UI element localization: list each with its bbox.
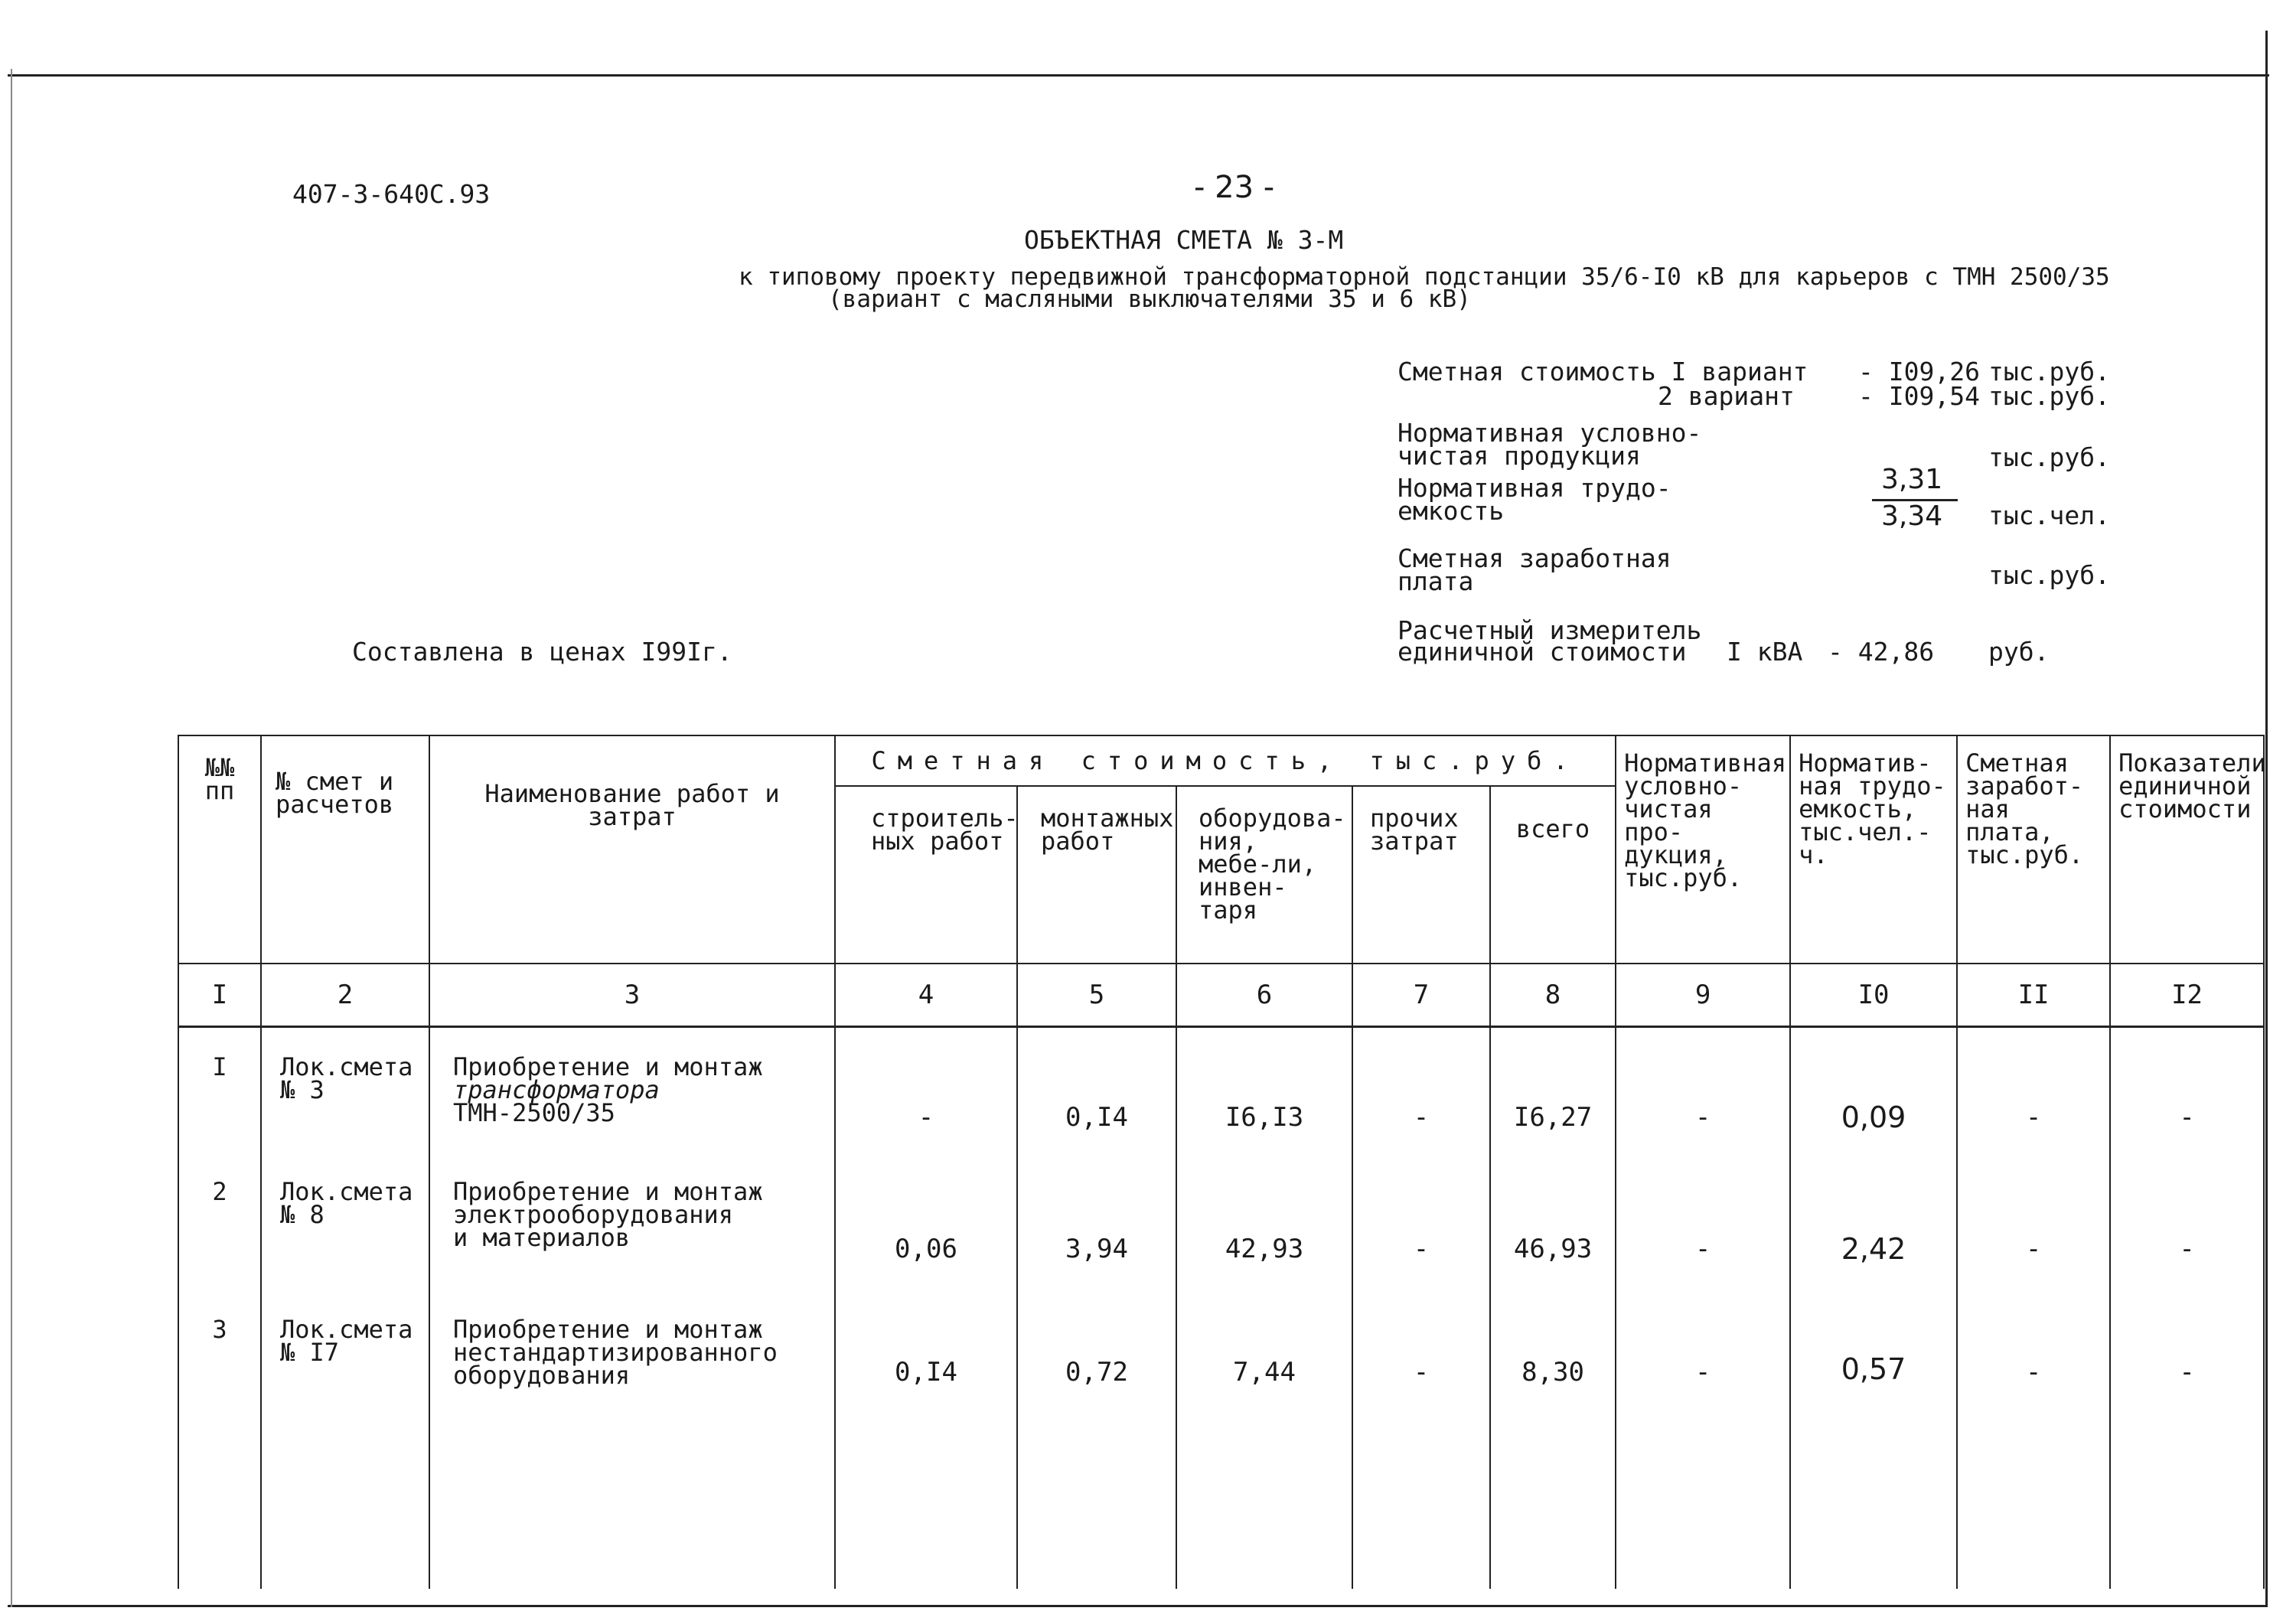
estimated-salary: - <box>1957 1157 2110 1298</box>
column-number: I0 <box>1790 964 1957 1027</box>
estimate-ref-line: № 3 <box>280 1075 325 1104</box>
normative-labor-label-2: емкость <box>1397 496 1505 526</box>
estimated-salary: - <box>1957 1027 2110 1157</box>
unit-meter-unit: I кВА <box>1727 637 1803 667</box>
estimate-ref-line: Лок.смета <box>280 1176 413 1206</box>
work-name-line: и материалов <box>453 1222 631 1252</box>
normative-product-label-2: чистая продукция <box>1397 441 1641 471</box>
normative-product: - <box>1616 1027 1790 1157</box>
header-cost-group: Сметная стоимость, тыс.руб. <box>835 735 1616 786</box>
other-cost: - <box>1352 1157 1490 1298</box>
unit-cost-indicator: - <box>2110 1298 2264 1589</box>
normative-product-unit: тыс.руб. <box>1988 442 2110 472</box>
estimate-ref-line: № I7 <box>280 1337 340 1367</box>
total-cost: I6,27 <box>1490 1027 1616 1157</box>
column-number: 8 <box>1490 964 1616 1027</box>
other-cost: - <box>1352 1298 1490 1589</box>
document-subtitle-line1: к типовому проекту передвижной трансформаторной подстанции 35/6-I0 кВ для карьеров с ТМН 2500/35 <box>739 263 2110 291</box>
estimated-cost-unit-2: тыс.руб. <box>1988 381 2110 411</box>
equipment-cost: 7,44 <box>1176 1298 1352 1589</box>
document-title: ОБЪЕКТНАЯ СМЕТА № 3-М <box>1024 225 1344 255</box>
column-number: I2 <box>2110 964 2264 1027</box>
estimate-ref <box>261 1027 429 1157</box>
header-col-10: Норматив-ная трудо-емкость, тыс.чел.-ч. <box>1790 735 1957 964</box>
work-name-line: Приобретение и монтаж <box>453 1176 763 1206</box>
unit-meter-label-2: единичной стоимости <box>1397 637 1687 667</box>
normative-product: - <box>1616 1157 1790 1298</box>
estimate-ref-line: Лок.смета <box>280 1314 413 1344</box>
normative-labor: 0,57 <box>1790 1298 1957 1589</box>
equipment-cost: I6,I3 <box>1176 1027 1352 1157</box>
estimate-ref-line: № 8 <box>280 1199 325 1229</box>
normative-labor: 2,42 <box>1790 1157 1957 1298</box>
header-col-1: №№ пп <box>178 735 261 964</box>
row-index: 3 <box>178 1298 261 1589</box>
unit-meter-label-1: Расчетный измеритель <box>1397 615 1702 645</box>
normative-product-label-1: Нормативная условно- <box>1397 418 1702 448</box>
unit-cost-indicator: - <box>2110 1157 2264 1298</box>
table-row <box>178 1298 2264 1589</box>
construction-cost: 0,06 <box>835 1157 1017 1298</box>
total-cost: 8,30 <box>1490 1298 1616 1589</box>
construction-cost: - <box>835 1027 1017 1157</box>
installation-cost: 0,72 <box>1017 1298 1176 1589</box>
header-col-5: монтажных работ <box>1017 786 1176 964</box>
column-number: 2 <box>261 964 429 1027</box>
estimated-salary-label-2: плата <box>1397 566 1474 596</box>
column-number: I <box>178 964 261 1027</box>
work-name-line: Приобретение и монтаж <box>453 1314 763 1344</box>
estimate-ref <box>261 1298 429 1589</box>
row-index: I <box>178 1027 261 1157</box>
row-index: 2 <box>178 1157 261 1298</box>
construction-cost: 0,I4 <box>835 1298 1017 1589</box>
work-name-line: трансформатора <box>453 1075 660 1104</box>
work-name-line: электрооборудования <box>453 1199 734 1229</box>
column-number: 9 <box>1616 964 1790 1027</box>
work-name-line: Приобретение и монтаж <box>453 1052 763 1081</box>
column-number: 5 <box>1017 964 1176 1027</box>
header-col-2: № смет и расчетов <box>261 735 429 964</box>
estimated-salary: - <box>1957 1298 2110 1589</box>
column-number-row <box>178 964 2264 1027</box>
normative-labor-v2: 3,34 <box>1881 501 1943 532</box>
estimated-salary-label-1: Сметная заработная <box>1397 543 1671 573</box>
table-row <box>178 1157 2264 1298</box>
installation-cost: 3,94 <box>1017 1157 1176 1298</box>
header-col-9: Нормативная условно-чистая про-дукция, тыс.руб. <box>1616 735 1790 964</box>
estimated-cost-label: Сметная стоимость I вариант <box>1397 357 1808 386</box>
total-cost: 46,93 <box>1490 1157 1616 1298</box>
column-number: 3 <box>429 964 835 1027</box>
document-subtitle-line2: (вариант с масляными выключателями 35 и 6 кВ) <box>828 285 1471 313</box>
unit-meter-value: - 42,86 <box>1828 637 1935 667</box>
normative-labor-unit: тыс.чел. <box>1988 501 2110 530</box>
header-col-3: Наименование работ и затрат <box>429 735 835 964</box>
column-number: II <box>1957 964 2110 1027</box>
work-name <box>429 1157 835 1298</box>
estimate-table <box>178 735 2265 1589</box>
installation-cost: 0,I4 <box>1017 1027 1176 1157</box>
frame-top-line <box>8 74 2269 77</box>
estimate-ref-line: Лок.смета <box>280 1052 413 1081</box>
header-col-12: Показатели единичной стоимости <box>2110 735 2264 964</box>
normative-labor: 0,09 <box>1790 1027 1957 1157</box>
header-col-6: оборудова-ния, мебе-ли, инвен-таря <box>1176 786 1352 964</box>
estimated-cost-v1: - I09,26 <box>1858 357 1980 386</box>
estimated-cost-unit-1: тыс.руб. <box>1988 357 2110 386</box>
normative-product: - <box>1616 1298 1790 1589</box>
column-number: 6 <box>1176 964 1352 1027</box>
header-col-11: Сметная заработ-ная плата, тыс.руб. <box>1957 735 2110 964</box>
estimate-ref <box>261 1157 429 1298</box>
estimated-salary-unit: тыс.руб. <box>1988 560 2110 590</box>
column-number: 4 <box>835 964 1017 1027</box>
frame-left-line <box>11 69 12 1607</box>
page-number: - 23 - <box>1194 170 1275 205</box>
table-row <box>178 1027 2264 1157</box>
prices-note: Составлена в ценах I99Iг. <box>352 637 732 667</box>
work-name-line: ТМН-2500/35 <box>453 1098 615 1127</box>
frame-bottom-line <box>8 1605 2268 1607</box>
unit-meter-currency: руб. <box>1988 637 2050 667</box>
normative-labor-label-1: Нормативная трудо- <box>1397 473 1671 503</box>
estimated-cost-variant2-label: 2 вариант <box>1658 381 1795 411</box>
document-code: 407-3-640С.93 <box>292 179 491 209</box>
work-name-line: нестандартизированного <box>453 1337 778 1367</box>
work-name <box>429 1027 835 1157</box>
work-name <box>429 1298 835 1589</box>
frame-right-line <box>2265 31 2268 1607</box>
header-col-8: всего <box>1490 786 1616 964</box>
header-col-4: строитель-ных работ <box>835 786 1017 964</box>
column-number: 7 <box>1352 964 1490 1027</box>
equipment-cost: 42,93 <box>1176 1157 1352 1298</box>
other-cost: - <box>1352 1027 1490 1157</box>
header-col-7: прочих затрат <box>1352 786 1490 964</box>
work-name-line: оборудования <box>453 1360 631 1390</box>
unit-cost-indicator: - <box>2110 1027 2264 1157</box>
normative-labor-v1: 3,31 <box>1881 464 1943 495</box>
estimated-cost-v2: - I09,54 <box>1858 381 1980 411</box>
